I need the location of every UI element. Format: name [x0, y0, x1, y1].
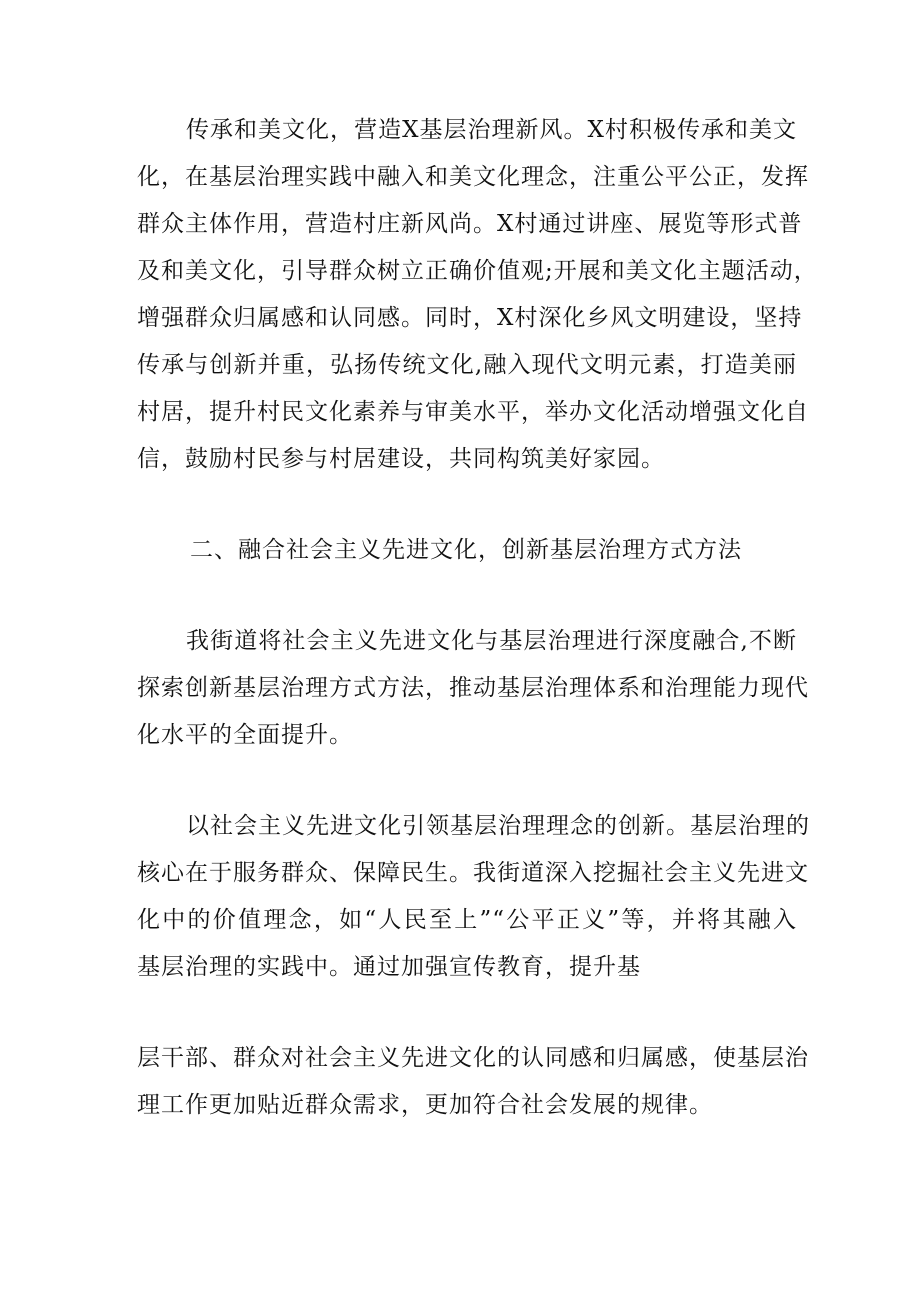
text-line: 探索创新基层治理方式方法，推动基层治理体系和治理能力现代 [137, 675, 809, 701]
text-line: 传承和美文化，营造X基层治理新风。X村积极传承和美文 [186, 117, 797, 143]
text-line: 增强群众归属感和认同感。同时，X村深化乡风文明建设，坚持 [137, 305, 803, 331]
text-line: 信，鼓励村民参与村居建设，共同构筑美好家园。 [137, 446, 665, 472]
text-line: 以社会主义先进文化引领基层治理理念的创新。基层治理的 [186, 813, 810, 839]
text-line: 基层治理的实践中。通过加强宣传教育，提升基 [137, 954, 641, 980]
text-line: 化，在基层治理实践中融入和美文化理念，注重公平公正，发挥 [137, 164, 809, 190]
text-line: 理工作更加贴近群众需求，更加符合社会发展的规律。 [137, 1092, 713, 1118]
text-line: 村居，提升村民文化素养与审美水平，举办文化活动增强文化自 [137, 399, 809, 425]
text-line: 传承与创新并重，弘扬传统文化,融入现代文明元素，打造美丽 [137, 352, 797, 378]
text-line: 化中的价值理念，如“人民至上”“公平正义”等，并将其融入 [137, 907, 797, 933]
text-line: 化水平的全面提升。 [137, 722, 353, 748]
text-line: 层干部、群众对社会主义先进文化的认同感和归属感，使基层治 [137, 1045, 809, 1071]
section-heading: 二、融合社会主义先进文化，创新基层治理方式方法 [190, 537, 742, 563]
text-line: 我街道将社会主义先进文化与基层治理进行深度融合,不断 [186, 628, 797, 654]
text-line: 群众主体作用，营造村庄新风尚。X村通过讲座、展览等形式普 [137, 211, 803, 237]
text-line: 核心在于服务群众、保障民生。我街道深入挖掘社会主义先进文 [137, 860, 809, 886]
text-line: 及和美文化，引导群众树立正确价值观;开展和美文化主题活动， [137, 258, 818, 284]
